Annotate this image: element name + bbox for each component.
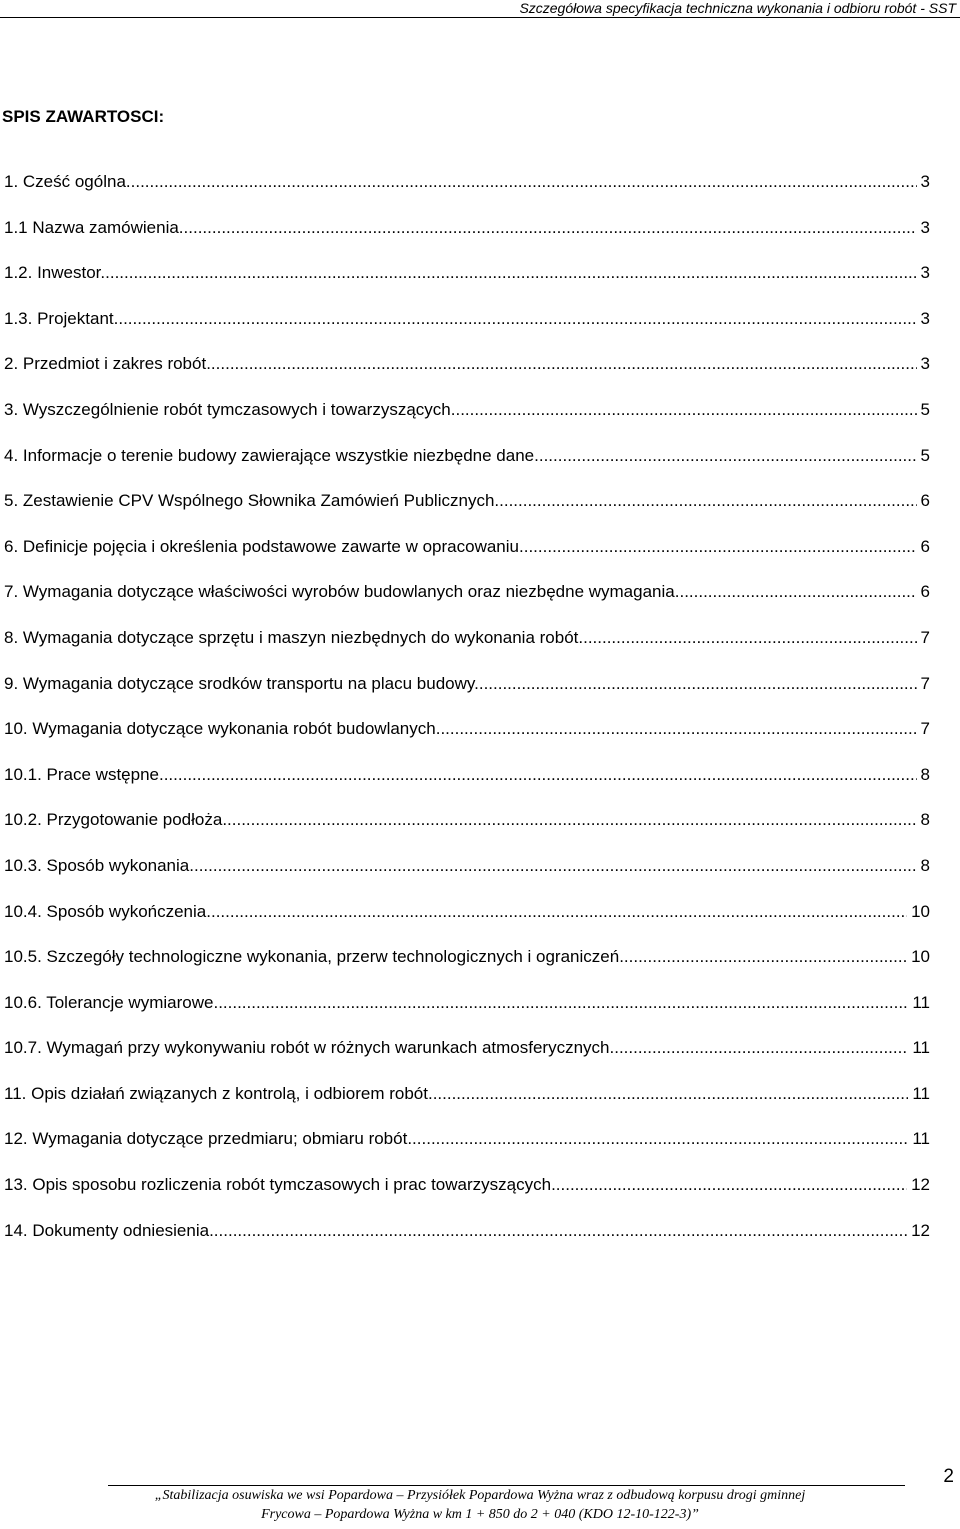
document-footer: [0, 1486, 960, 1524]
toc-leader-dots: [455, 399, 916, 421]
toc-leader-dots: [118, 308, 916, 330]
toc-entry-text: 1.3. Projektant.: [4, 308, 119, 328]
toc-leader-dots: [209, 1220, 907, 1242]
toc-leader-dots: [126, 171, 917, 193]
toc-entry-text: 10.1. Prace wstępne: [4, 764, 159, 784]
toc-entry[interactable]: [4, 536, 930, 582]
toc-leader-dots: [524, 536, 917, 558]
toc-entry-page: 6: [920, 491, 930, 511]
toc-entry-text: 1.1 Nazwa zamówienia.: [4, 217, 184, 237]
toc-leader-dots: [184, 217, 917, 239]
toc-entry[interactable]: [4, 399, 930, 445]
toc-entry-text: 13. Opis sposobu rozliczenia robót tymczasowych i prac towarzyszących: [4, 1175, 552, 1195]
toc-entry-page: 3: [920, 217, 930, 237]
toc-entry-page: 12: [911, 1220, 930, 1240]
toc-entry[interactable]: [4, 1037, 930, 1083]
toc-entry-page: 7: [920, 673, 930, 693]
toc-entry[interactable]: [4, 262, 930, 308]
toc-entry-text: 10.7. Wymagań przy wykonywaniu robót w różnych warunkach atmosferycznych.: [4, 1038, 615, 1058]
toc-entry-text: 9. Wymagania dotyczące srodków transportu na placu budowy.: [4, 673, 479, 693]
toc-entry[interactable]: [4, 1083, 930, 1129]
toc-heading: SPIS ZAWARTOSCI:: [2, 107, 165, 126]
toc-entry[interactable]: [4, 1220, 930, 1266]
toc-entry-text: 12. Wymagania dotyczące przedmiaru; obmiaru robót.: [4, 1129, 413, 1149]
toc-entry[interactable]: [4, 901, 930, 947]
toc-leader-dots: [578, 627, 916, 649]
footer-line-1: „Stabilizacja osuwiska we wsi Popardowa – Przysiółek Popardowa Wyżna wraz z odbudową korpusu drogi gminnej: [154, 1488, 806, 1503]
toc-entry-page: 11: [912, 992, 930, 1012]
toc-entry-text: 10.5. Szczegóły technologiczne wykonania, przerw technologicznych i ograniczeń: [4, 947, 620, 967]
toc-entry-text: 5. Zestawienie CPV Wspólnego Słownika Zamówień Publicznych.: [4, 491, 500, 511]
page-number: 2: [943, 1466, 954, 1487]
toc-entry[interactable]: [4, 171, 930, 217]
toc-entry[interactable]: [4, 581, 930, 627]
table-of-contents: [4, 171, 930, 1265]
toc-entry-page: 7: [920, 627, 930, 647]
toc-entry-page: 3: [920, 308, 930, 328]
toc-entry-text: 4. Informacje o terenie budowy zawierające wszystkie niezbędne dane.: [4, 445, 539, 465]
toc-entry-text: 10. Wymagania dotyczące wykonania robót budowlanych.: [4, 719, 441, 739]
toc-entry-text: 2. Przedmiot i zakres robót: [4, 354, 207, 374]
toc-entry-text: 6. Definicje pojęcia i określenia podstawowe zawarte w opracowaniu.: [4, 536, 524, 556]
toc-entry-page: 10: [911, 901, 930, 921]
toc-leader-dots: [189, 855, 916, 877]
toc-entry-text: 8. Wymagania dotyczące sprzętu i maszyn niezbędnych do wykonania robót: [4, 627, 579, 647]
toc-entry-page: 5: [920, 445, 930, 465]
toc-entry-text: 3. Wyszczególnienie robót tymczasowych i towarzyszących.: [4, 399, 456, 419]
toc-entry-page: 3: [920, 263, 930, 283]
toc-entry-page: 8: [920, 855, 930, 875]
toc-leader-dots: [619, 946, 907, 968]
toc-entry-text: 14. Dokumenty odniesienia: [4, 1220, 210, 1240]
toc-entry-page: 3: [920, 172, 930, 191]
toc-entry-page: 3: [920, 354, 930, 374]
toc-entry[interactable]: [4, 353, 930, 399]
toc-leader-dots: [105, 262, 916, 284]
toc-entry-page: 5: [920, 399, 930, 419]
toc-entry[interactable]: [4, 673, 930, 719]
toc-entry-text: 7. Wymagania dotyczące właściwości wyrobów budowlanych oraz niezbędne wymagania: [4, 582, 675, 602]
toc-entry-page: 8: [920, 810, 930, 830]
toc-entry-text: 1.2. Inwestor.: [4, 263, 106, 283]
toc-leader-dots: [440, 718, 916, 740]
toc-entry-page: 8: [920, 764, 930, 784]
toc-entry[interactable]: [4, 809, 930, 855]
toc-entry-text: 11. Opis działań związanych z kontrolą, i odbiorem robót.: [4, 1083, 433, 1103]
toc-entry[interactable]: [4, 308, 930, 354]
toc-entry[interactable]: [4, 490, 930, 536]
toc-leader-dots: [206, 901, 907, 923]
toc-leader-dots: [206, 353, 916, 375]
toc-leader-dots: [499, 490, 916, 512]
toc-entry-page: 6: [920, 536, 930, 556]
toc-leader-dots: [433, 1083, 909, 1105]
document-header-title: Szczegółowa specyfikacja techniczna wykonania i odbioru robót - SST: [519, 0, 956, 16]
toc-entry-page: 6: [920, 582, 930, 602]
toc-leader-dots: [614, 1037, 908, 1059]
toc-entry-page: 10: [911, 947, 930, 967]
toc-leader-dots: [675, 581, 917, 603]
toc-leader-dots: [539, 445, 917, 467]
toc-entry-text: 10.6. Tolerancje wymiarowe: [4, 992, 214, 1012]
footer-line-2: Frycowa – Popardowa Wyżna w km 1 + 850 do 2 + 040 (KDO 12-10-122-3)”: [261, 1507, 699, 1522]
toc-entry[interactable]: [4, 764, 930, 810]
toc-entry-text: 10.2. Przygotowanie podłoża: [4, 810, 223, 830]
toc-entry[interactable]: [4, 217, 930, 263]
toc-entry-text: 1. Cześć ogólna: [4, 172, 126, 191]
toc-entry-page: 7: [920, 719, 930, 739]
toc-entry-page: 11: [912, 1038, 930, 1058]
toc-entry-page: 12: [911, 1175, 930, 1195]
toc-leader-dots: [213, 992, 908, 1014]
toc-entry-page: 11: [912, 1083, 930, 1103]
toc-entry-text: 10.3. Sposób wykonania: [4, 855, 190, 875]
toc-entry[interactable]: [4, 445, 930, 491]
toc-entry[interactable]: [4, 718, 930, 764]
header-divider: [0, 17, 960, 18]
toc-entry[interactable]: [4, 1128, 930, 1174]
toc-leader-dots: [479, 673, 917, 695]
toc-entry[interactable]: [4, 855, 930, 901]
toc-leader-dots: [222, 809, 916, 831]
toc-entry[interactable]: [4, 627, 930, 673]
toc-entry[interactable]: [4, 992, 930, 1038]
toc-entry[interactable]: [4, 946, 930, 992]
toc-leader-dots: [412, 1128, 908, 1150]
toc-entry[interactable]: [4, 1174, 930, 1220]
toc-entry-page: 11: [912, 1129, 930, 1149]
toc-entry-text: 10.4. Sposób wykończenia: [4, 901, 207, 921]
toc-leader-dots: [551, 1174, 907, 1196]
toc-leader-dots: [159, 764, 917, 786]
